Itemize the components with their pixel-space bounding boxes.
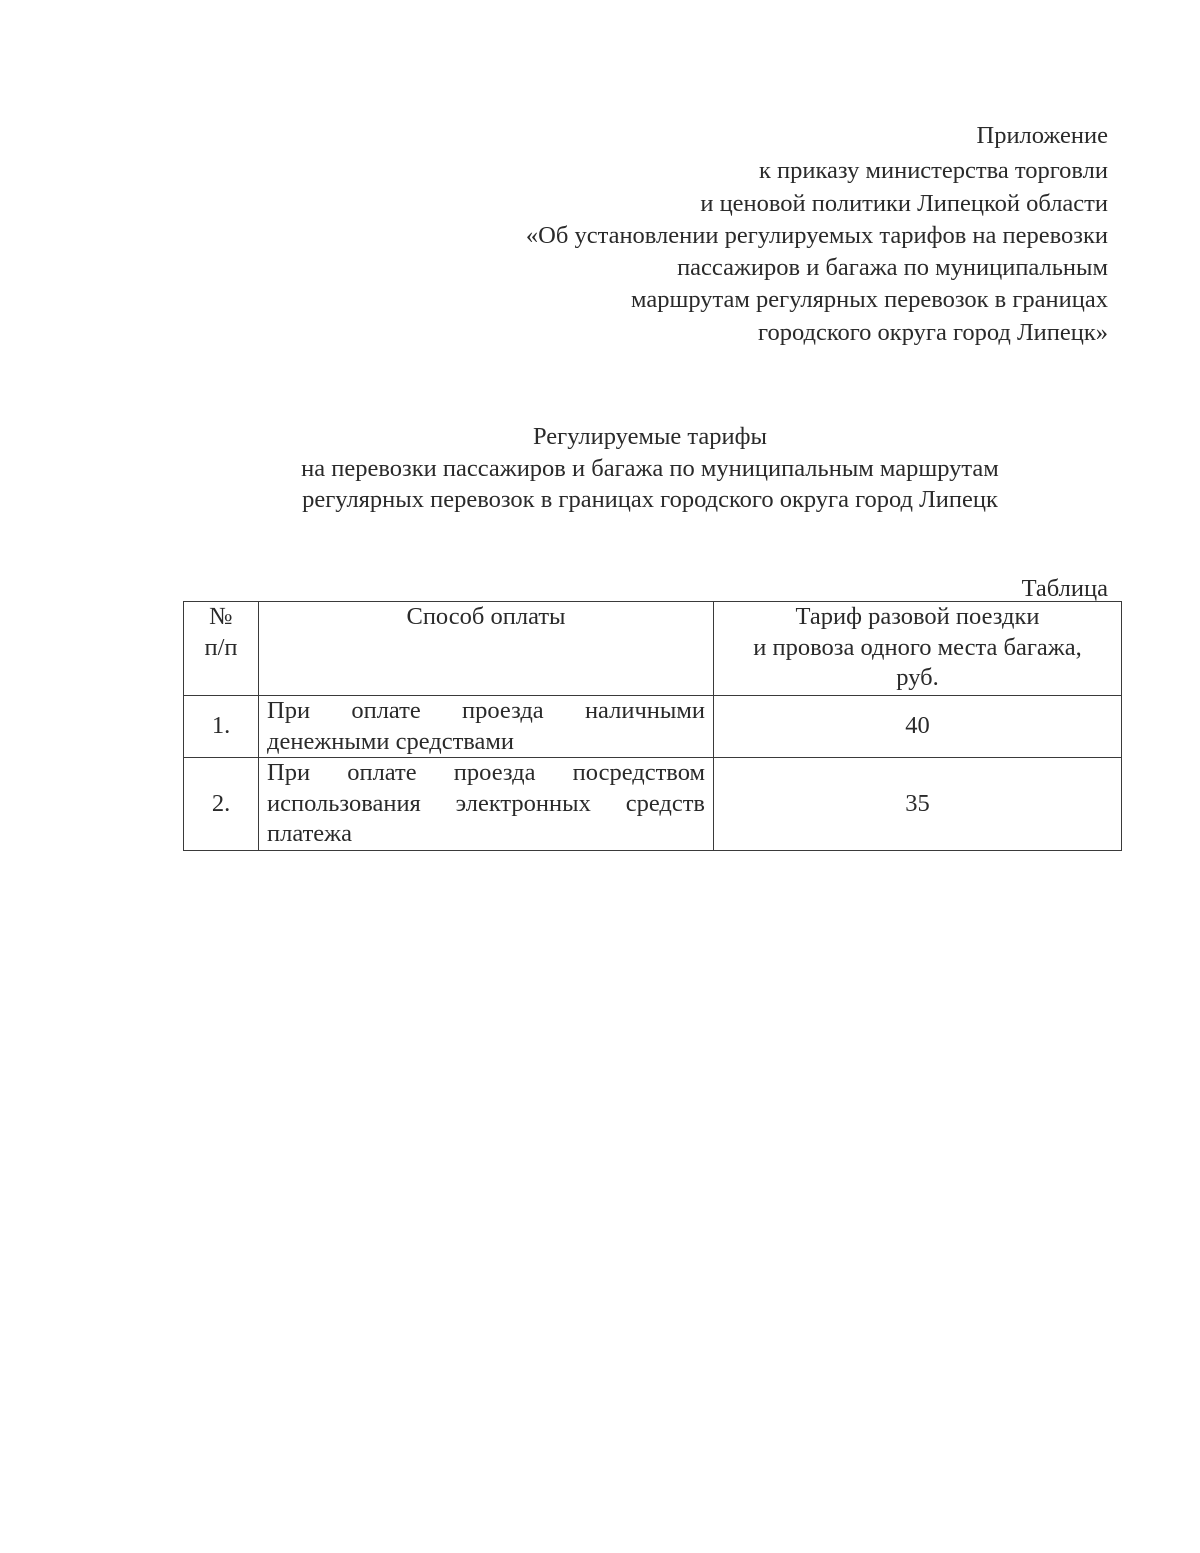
table-row: [184, 696, 1122, 758]
header-method: Способ оплаты: [259, 602, 714, 696]
header-rate-line: Тариф разовой поездки: [795, 603, 1040, 630]
appendix-header: [526, 120, 1108, 349]
table-header-row: [184, 602, 1122, 696]
header-rate-line: руб.: [896, 664, 939, 691]
header-number: [184, 602, 259, 696]
title-line: Регулируемые тарифы: [532, 423, 767, 450]
table-caption: Таблица: [1021, 575, 1108, 602]
appendix-line: к приказу министерства торговли: [759, 157, 1108, 185]
document-title: [0, 421, 1200, 516]
appendix-line: «Об установлении регулируемых тарифов на перевозки: [525, 221, 1108, 249]
header-rate-line: и провоза одного места багажа,: [753, 633, 1082, 661]
header-rate: [714, 602, 1122, 696]
row-method: При оплате проезда посредством использования электронных средств платежа: [259, 758, 714, 851]
table-row: [184, 758, 1122, 851]
appendix-line: маршрутам регулярных перевозок в границах: [631, 286, 1108, 314]
appendix-line: городского округа город Липецк»: [758, 318, 1108, 346]
title-line: регулярных перевозок в границах городского округа город Липецк: [302, 486, 998, 513]
row-rate: 35: [714, 758, 1122, 851]
header-number-symbol: №: [209, 603, 233, 630]
header-number-abbr: п/п: [204, 633, 238, 661]
row-number: 2.: [184, 758, 259, 851]
title-line: на перевозки пассажиров и багажа по муниципальным маршрутам: [301, 454, 999, 482]
row-number: 1.: [184, 696, 259, 758]
tariffs-table: [183, 601, 1122, 851]
row-method: При оплате проезда наличными денежными средствами: [259, 696, 714, 758]
appendix-line: и ценовой политики Липецкой области: [700, 189, 1108, 217]
row-rate: 40: [714, 696, 1122, 758]
appendix-title: Приложение: [976, 122, 1108, 149]
appendix-line: пассажиров и багажа по муниципальным: [677, 254, 1108, 282]
